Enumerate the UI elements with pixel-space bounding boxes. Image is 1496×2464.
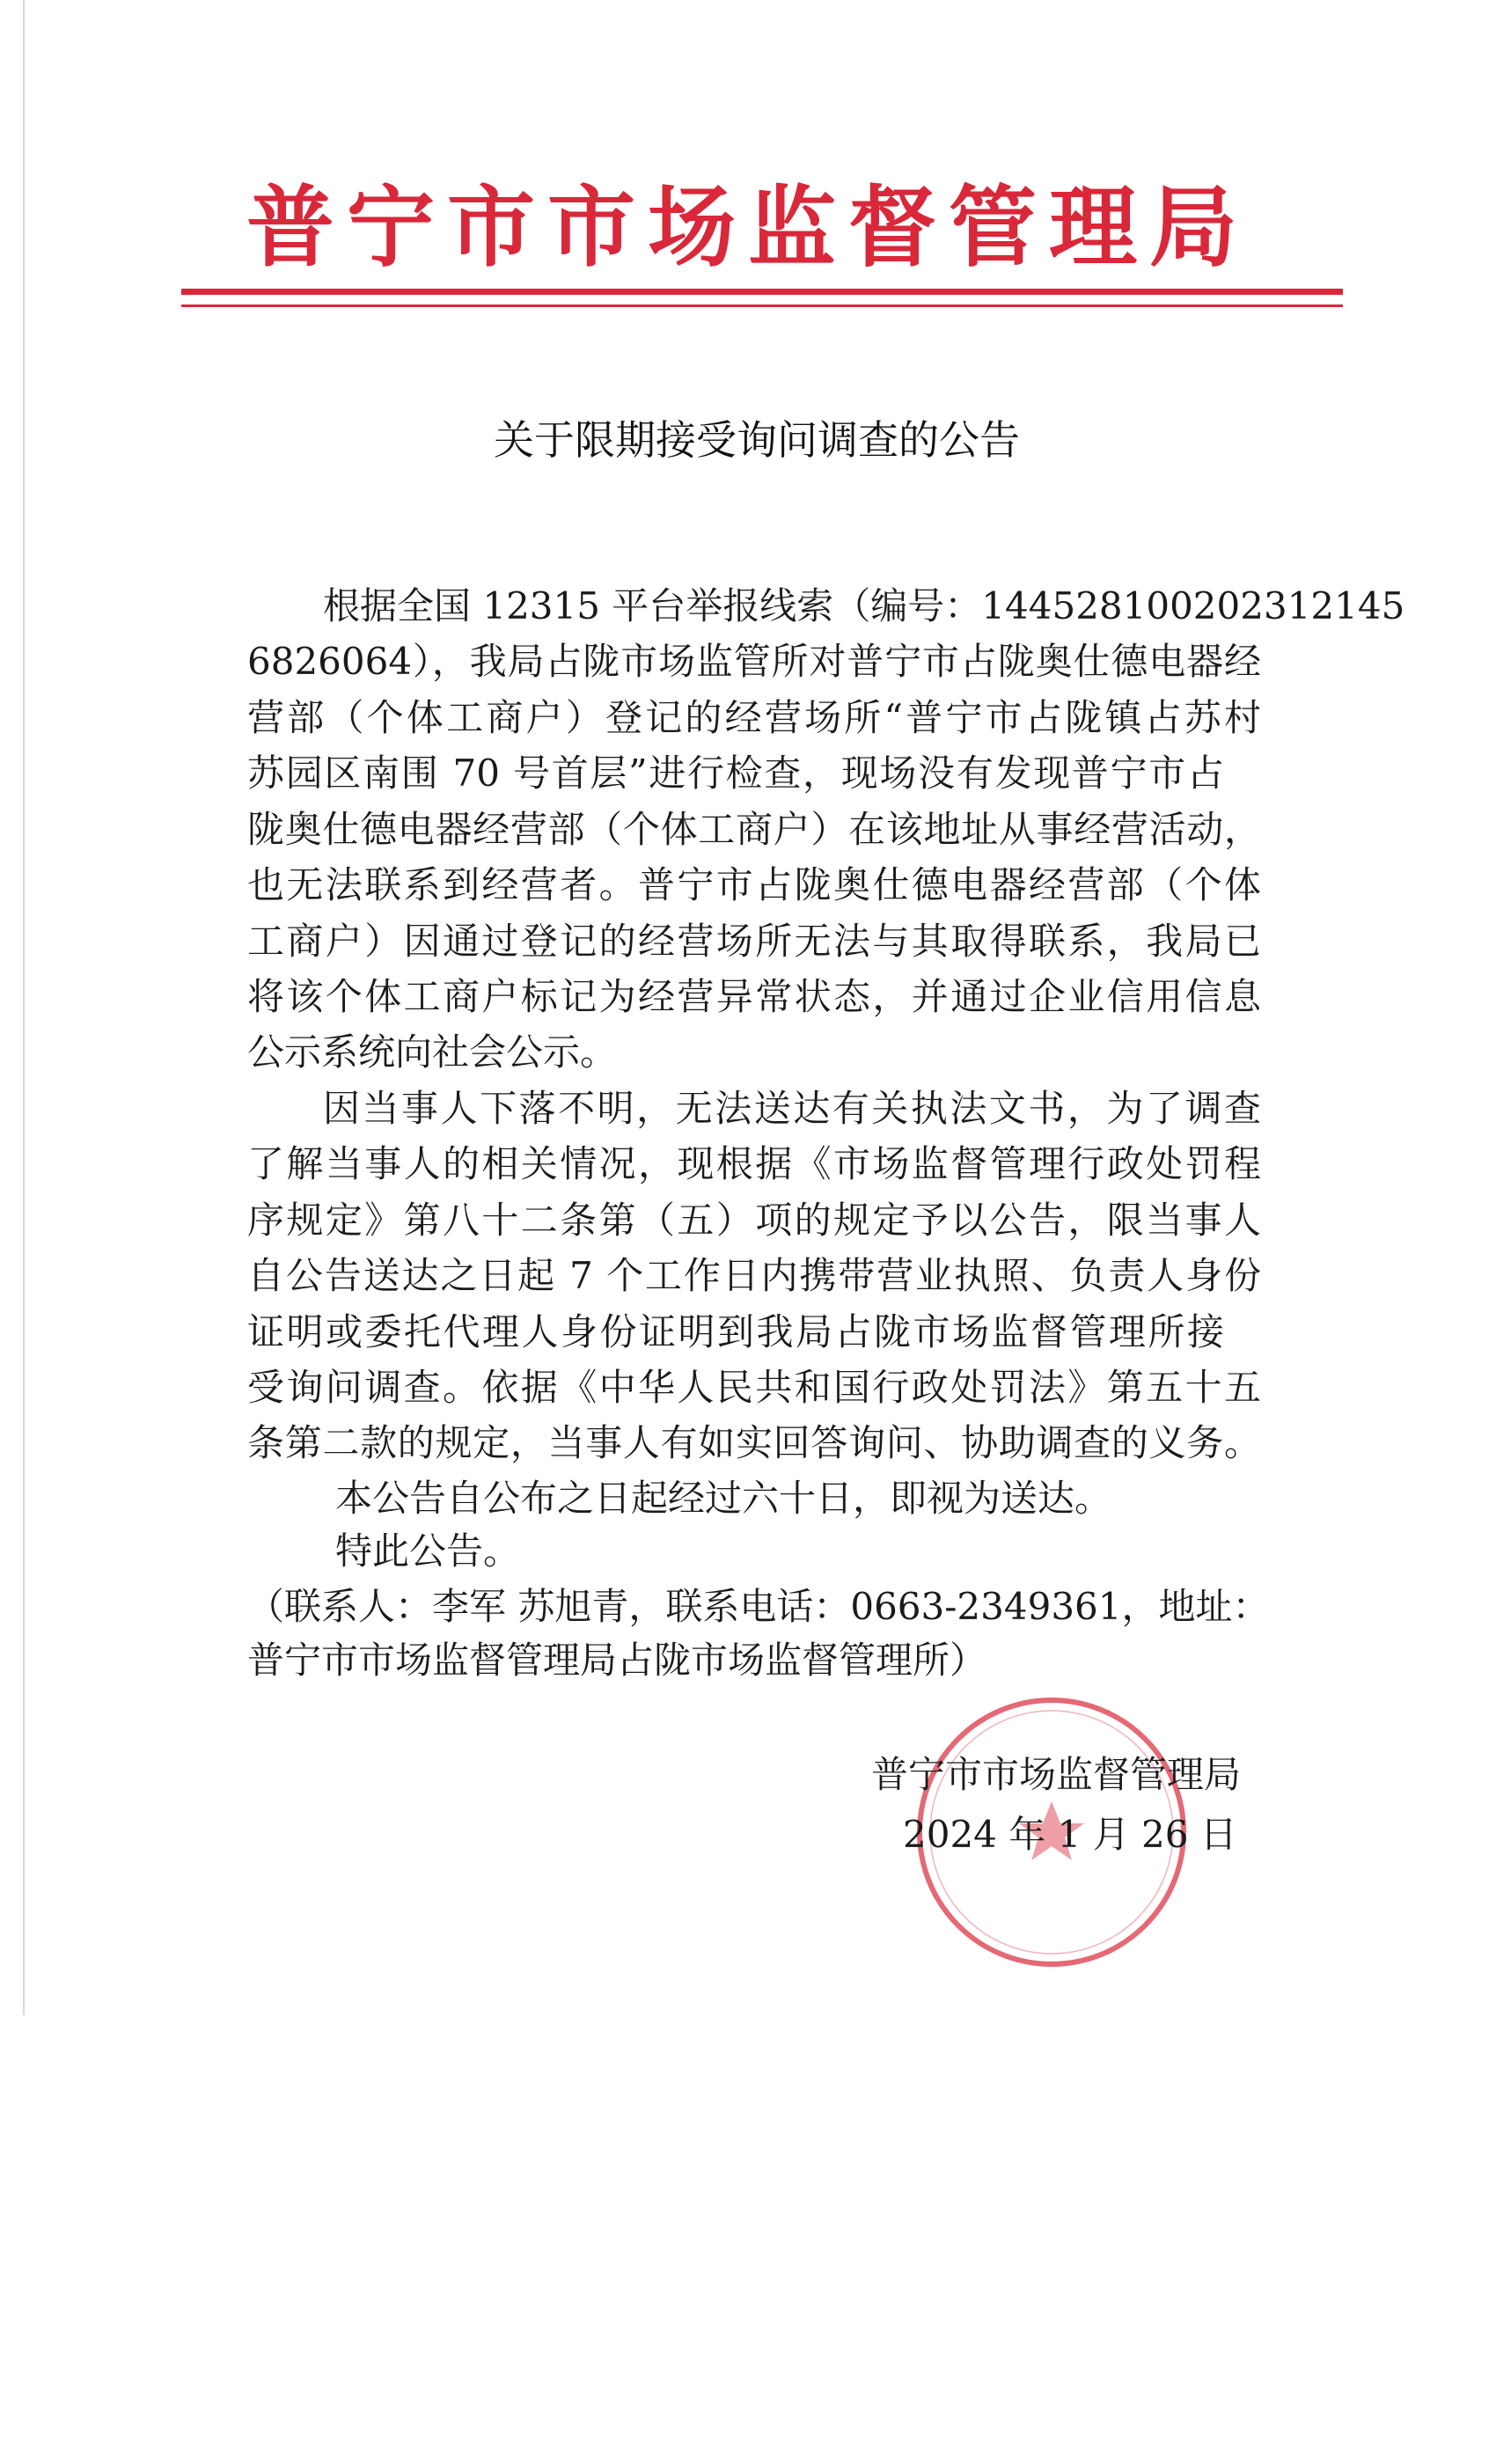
body-line: 公示系统向社会公示。 bbox=[247, 1030, 618, 1074]
body-line: 6826064），我局占陇市场监管所对普宁市占陇奥仕德电器经 bbox=[247, 640, 1261, 683]
body-line: 陇奥仕德电器经营部（个体工商户）在该地址从事经营活动， bbox=[247, 808, 1261, 851]
body-line: 本公告自公布之日起经过六十日，即视为送达。 bbox=[335, 1477, 1112, 1520]
letterhead-rule-thick bbox=[181, 289, 1343, 295]
body-line: 根据全国 12315 平台举报线索（编号：144528100202312145 bbox=[323, 584, 1405, 627]
body-line: 序规定》第八十二条第（五）项的规定予以公告，限当事人 bbox=[247, 1199, 1261, 1242]
body-line: 将该个体工商户标记为经营异常状态，并通过企业信用信息 bbox=[247, 975, 1261, 1018]
body-line: 了解当事人的相关情况，现根据《市场监督管理行政处罚程 bbox=[247, 1142, 1261, 1185]
body-line: 苏园区南围 70 号首层”进行检查，现场没有发现普宁市占 bbox=[247, 752, 1224, 795]
scan-edge-line bbox=[23, 0, 25, 2015]
body-line: 工商户）因通过登记的经营场所无法与其取得联系，我局已 bbox=[247, 920, 1261, 963]
body-line: 也无法联系到经营者。普宁市占陇奥仕德电器经营部（个体 bbox=[247, 863, 1261, 906]
body-line: 条第二款的规定，当事人有如实回答询问、协助调查的义务。 bbox=[247, 1421, 1261, 1464]
letterhead-rule-thin bbox=[181, 304, 1343, 307]
body-line: 受询问调查。依据《中华人民共和国行政处罚法》第五十五 bbox=[247, 1366, 1261, 1409]
letterhead-organization: 普宁市市场监督管理局 bbox=[246, 175, 1250, 279]
document-title: 关于限期接受询问调查的公告 bbox=[494, 416, 1020, 464]
body-line: 自公告送达之日起 7 个工作日内携带营业执照、负责人身份 bbox=[247, 1254, 1261, 1297]
signature-issuer: 普宁市市场监督管理局 bbox=[871, 1753, 1242, 1796]
signature-date: 2024 年 1 月 26 日 bbox=[903, 1813, 1237, 1856]
body-line: 证明或委托代理人身份证明到我局占陇市场监督管理所接 bbox=[247, 1310, 1224, 1353]
contact-line: （联系人：李军 苏旭青，联系电话：0663-2349361，地址： bbox=[247, 1585, 1270, 1628]
body-line: 特此公告。 bbox=[335, 1529, 521, 1573]
contact-line: 普宁市市场监督管理局占陇市场监督管理所） bbox=[247, 1639, 987, 1682]
body-line: 因当事人下落不明，无法送达有关执法文书，为了调查 bbox=[323, 1087, 1261, 1130]
body-line: 营部（个体工商户）登记的经营场所“普宁市占陇镇占苏村 bbox=[247, 696, 1261, 739]
